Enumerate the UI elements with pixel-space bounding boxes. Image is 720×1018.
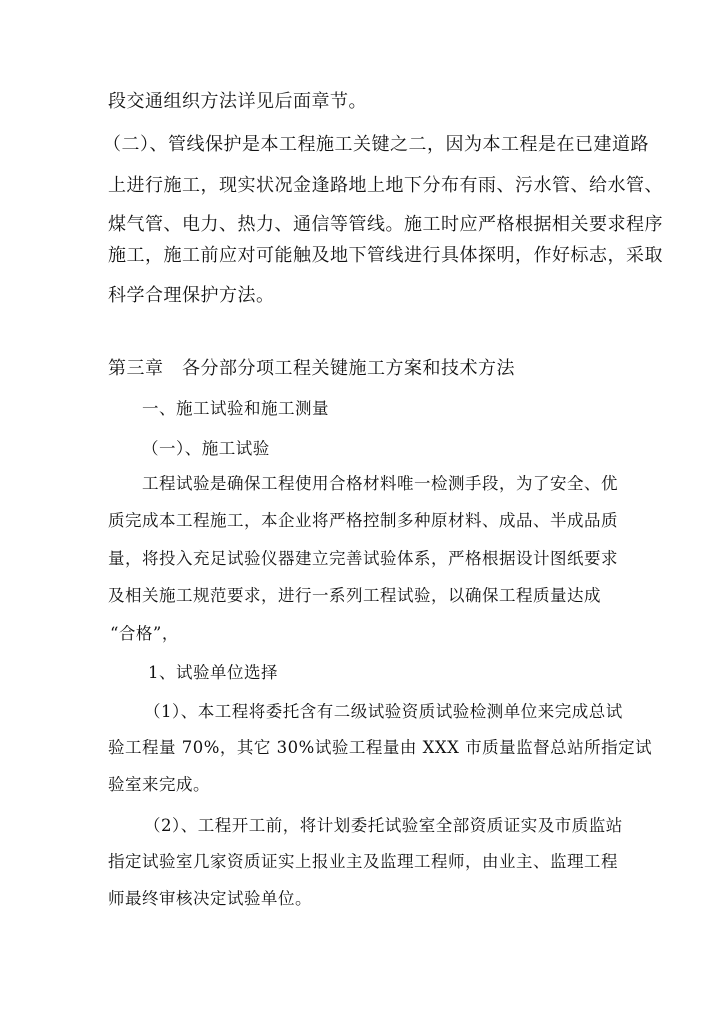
list-item-line: 验室来完成。 <box>108 775 210 794</box>
text-line: 施工，施工前应对可能触及地下管线进行具体探明，作好标志，采取 <box>108 245 663 266</box>
paragraph-line: 工程试验是确保工程使用合格材料唯一检测手段，为了安全、优 <box>142 474 618 493</box>
list-item-line: （1）、本工程将委托含有二级试验资质试验检测单位来完成总试 <box>144 702 623 721</box>
paragraph-line: 质完成本工程施工，本企业将严格控制多种原材料、成品、半成品质 <box>108 511 618 530</box>
list-item-line: 师最终审核决定试验单位。 <box>108 889 312 908</box>
section-heading: 一、施工试验和施工测量 <box>142 399 329 418</box>
subsection-heading: （一）、施工试验 <box>142 439 270 458</box>
text-line: （二）、管线保护是本工程施工关键之二，因为本工程是在已建道路 <box>103 134 649 155</box>
list-item-line: 验工程量 70%，其它 30%试验工程量由 XXX 市质量监督总站所指定试 <box>108 738 653 757</box>
paragraph-line: 及相关施工规范要求，进行一系列工程试验，以确保工程质量达成 <box>108 586 601 605</box>
text-line: 段交通组织方法详见后面章节。 <box>108 91 367 112</box>
text-line: 科学合理保护方法。 <box>108 285 275 306</box>
paragraph-line: “合格”， <box>110 624 179 643</box>
text-line: 煤气管、电力、热力、通信等管线。施工时应严格根据相关要求程序 <box>108 214 663 235</box>
paragraph-line: 量，将投入充足试验仪器建立完善试验体系，严格根据设计图纸要求 <box>108 549 618 568</box>
list-item-line: 指定试验室几家资质证实上报业主及监理工程师，由业主、监理工程 <box>108 852 618 871</box>
item-heading: 1、试验单位选择 <box>148 663 278 682</box>
chapter-heading: 第三章 各分部分项工程关键施工方案和技术方法 <box>108 358 515 379</box>
list-item-line: （2）、工程开工前，将计划委托试验室全部资质证实及市质监站 <box>144 816 623 835</box>
text-line: 上进行施工，现实状况金逢路地上地下分布有雨、污水管、给水管、 <box>108 175 663 196</box>
